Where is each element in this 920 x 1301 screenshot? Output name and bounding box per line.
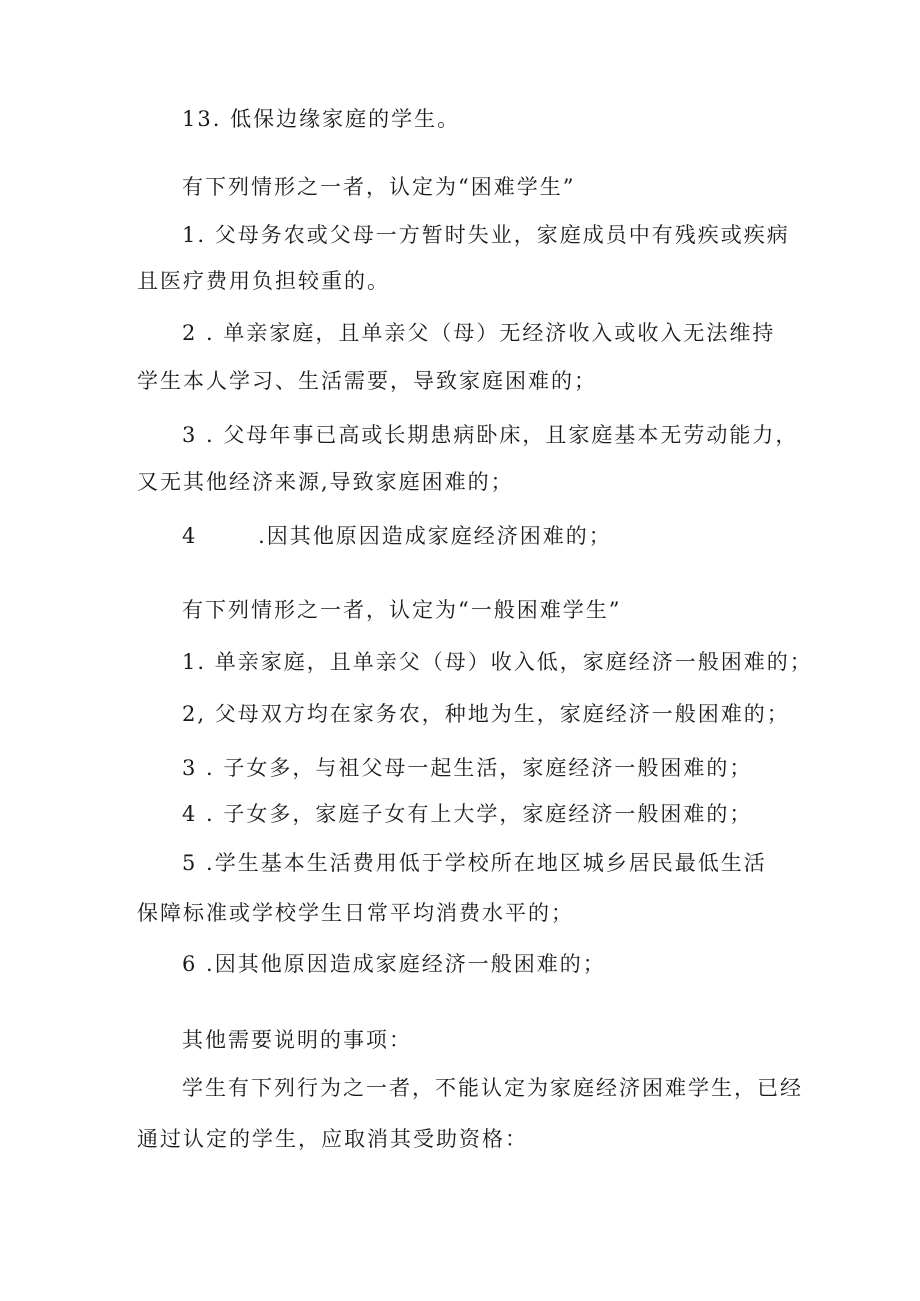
general-item-4: 4 . 子女多，家庭子女有上大学，家庭经济一般困难的；	[182, 802, 753, 826]
general-item-6: 6 .因其他原因造成家庭经济一般困难的；	[182, 952, 606, 976]
difficult-item-3-line-1: 3 . 父母年事已高或长期患病卧床，且家庭基本无劳动能力，	[182, 423, 799, 447]
difficult-item-2-line-2: 学生本人学习、生活需要，导致家庭困难的；	[137, 369, 597, 393]
difficult-item-1-line-1: 1. 父母务农或父母一方暂时失业，家庭成员中有残疾或疾病	[182, 223, 790, 247]
item-13: 13. 低保边缘家庭的学生。	[182, 107, 461, 131]
difficult-item-3-line-2: 又无其他经济来源,导致家庭困难的；	[137, 470, 514, 494]
other-paragraph-line-1: 学生有下列行为之一者，不能认定为家庭经济困难学生，已经	[182, 1076, 803, 1100]
difficult-item-2-line-1: 2 . 单亲家庭，且单亲父（母）无经济收入或收入无法维持	[182, 321, 776, 345]
difficult-item-4: 4 .因其他原因造成家庭经济困难的；	[182, 524, 612, 548]
general-item-5-line-1: 5 .学生基本生活费用低于学校所在地区城乡居民最低生活	[182, 851, 767, 875]
difficult-heading: 有下列情形之一者，认定为“困难学生”	[182, 175, 576, 199]
general-item-2: 2, 父母双方均在家务农，种地为生，家庭经济一般困难的；	[182, 702, 790, 726]
other-heading: 其他需要说明的事项：	[182, 1028, 412, 1052]
general-heading: 有下列情形之一者，认定为“一般困难学生”	[182, 598, 622, 622]
general-item-1: 1. 单亲家庭，且单亲父（母）收入低，家庭经济一般困难的；	[182, 650, 813, 674]
general-item-5-line-2: 保障标准或学校学生日常平均消费水平的；	[137, 901, 574, 925]
other-paragraph-line-2: 通过认定的学生，应取消其受助资格：	[137, 1127, 528, 1151]
general-item-3: 3 . 子女多，与祖父母一起生活，家庭经济一般困难的；	[182, 756, 753, 780]
difficult-item-1-line-2: 且医疗费用负担较重的。	[137, 269, 390, 293]
